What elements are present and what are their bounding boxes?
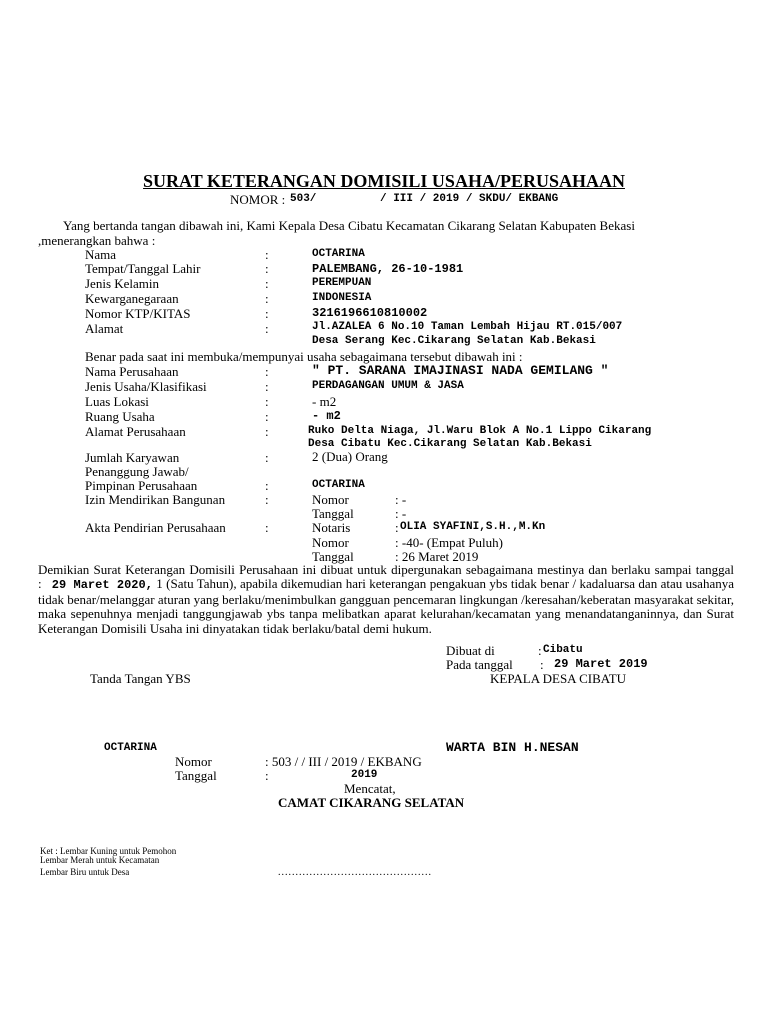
- izin-tanggal-label: Tanggal: [312, 506, 354, 521]
- intro-line1: Yang bertanda tangan dibawah ini, Kami Kepala Desa Cibatu Kecamatan Cikarang Selatan Kabupaten Bekasi: [63, 218, 635, 233]
- sign-left-title: Tanda Tangan YBS: [90, 671, 191, 686]
- business-alamat-label: Alamat Perusahaan: [85, 424, 186, 439]
- person-warga-label: Kewarganegaraan: [85, 291, 179, 306]
- colon: :: [265, 379, 269, 394]
- business-pj-label2: Pimpinan Perusahaan: [85, 478, 198, 493]
- person-alamat-line2: Desa Serang Kec.Cikarang Selatan Kab.Bekasi: [312, 335, 596, 347]
- business-jenis-value: PERDAGANGAN UMUM & JASA: [312, 380, 464, 392]
- colon: :: [265, 321, 269, 336]
- business-ruang-label: Ruang Usaha: [85, 409, 155, 424]
- business-ruang-value: - m2: [312, 409, 341, 423]
- izin-tanggal-value: : -: [395, 506, 407, 521]
- colon: :: [265, 364, 269, 379]
- business-karyawan-label: Jumlah Karyawan: [85, 450, 180, 465]
- business-izin-label: Izin Mendirikan Bangunan: [85, 492, 226, 507]
- person-ttl-value: PALEMBANG, 26-10-1981: [312, 262, 464, 276]
- akta-notaris-colon: :: [395, 520, 399, 535]
- business-alamat-line2: Desa Cibatu Kec.Cikarang Selatan Kab.Bekasi: [308, 438, 592, 450]
- akta-nomor-label: Nomor: [312, 535, 349, 550]
- business-akta-label: Akta Pendirian Perusahaan: [85, 520, 226, 535]
- sign-left-name: OCTARINA: [104, 742, 157, 754]
- intro-line2: ,menerangkan bahwa :: [38, 233, 156, 248]
- camat-tanggal-value: 2019: [351, 769, 378, 781]
- business-jenis-label: Jenis Usaha/Klasifikasi: [85, 379, 207, 394]
- pada-tanggal-value: 29 Maret 2019: [554, 657, 648, 671]
- ket-line1: Ket : Lembar Kuning untuk Pemohon: [40, 846, 177, 856]
- colon: :: [265, 450, 269, 465]
- akta-notaris-label: Notaris: [312, 520, 351, 535]
- sign-right-name: WARTA BIN H.NESAN: [446, 740, 579, 755]
- camat-title: CAMAT CIKARANG SELATAN: [278, 795, 465, 810]
- colon: :: [265, 306, 269, 321]
- akta-notaris-value: OLIA SYAFINI,S.H.,M.Kn: [400, 521, 546, 533]
- ket-line3: Lembar Biru untuk Desa: [40, 867, 130, 877]
- person-ttl-label: Tempat/Tanggal Lahir: [85, 261, 201, 276]
- colon: :: [265, 478, 269, 493]
- colon: :: [265, 247, 269, 262]
- ket-line2: Lembar Merah untuk Kecamatan: [40, 855, 160, 865]
- document-title: SURAT KETERANGAN DOMISILI USAHA/PERUSAHAAN: [143, 171, 625, 191]
- akta-tanggal-value: : 26 Maret 2019: [395, 549, 479, 564]
- person-nama-label: Nama: [85, 247, 117, 262]
- colon: :: [265, 520, 269, 535]
- person-ktp-value: 3216196610810002: [312, 306, 428, 320]
- pada-tanggal-label: Pada tanggal: [446, 657, 513, 672]
- colon: :: [265, 394, 269, 409]
- nomor-number: 503/: [290, 193, 317, 205]
- camat-tanggal-colon: :: [265, 768, 269, 783]
- dibuat-colon: :: [538, 643, 542, 658]
- colon: :: [265, 424, 269, 439]
- business-nama-value: " PT. SARANA IMAJINASI NADA GEMILANG ": [312, 363, 609, 378]
- business-luas-value: - m2: [312, 394, 337, 409]
- camat-nomor-label: Nomor: [175, 754, 212, 769]
- nomor-label: NOMOR :: [230, 192, 286, 207]
- business-karyawan-value: 2 (Dua) Orang: [312, 449, 388, 464]
- business-pj-value: OCTARINA: [312, 479, 365, 491]
- person-jk-label: Jenis Kelamin: [85, 276, 160, 291]
- akta-nomor-value: : -40- (Empat Puluh): [395, 535, 503, 550]
- camat-mencatat: Mencatat,: [344, 781, 396, 796]
- pada-tanggal-colon: :: [540, 657, 544, 672]
- akta-tanggal-label: Tanggal: [312, 549, 354, 564]
- closing-paragraph: [38, 563, 734, 636]
- colon: :: [265, 261, 269, 276]
- person-alamat-line1: Jl.AZALEA 6 No.10 Taman Lembah Hijau RT.015/007: [312, 321, 623, 333]
- person-nama-value: OCTARINA: [312, 248, 365, 260]
- colon: :: [265, 291, 269, 306]
- nomor-rest: / III / 2019 / SKDU/ EKBANG: [380, 193, 559, 205]
- business-pj-label1: Penanggung Jawab/: [85, 464, 189, 479]
- dibuat-label: Dibuat di: [446, 643, 495, 658]
- sign-right-title: KEPALA DESA CIBATU: [490, 671, 627, 686]
- dibuat-value: Cibatu: [543, 644, 583, 656]
- closing-text-1: Demikian Surat Keterangan Domisili Perusahaan ini dibuat untuk dipergunakan sebagaimana mestinya dan berlaku sampai tanggal :: [38, 562, 734, 592]
- izin-nomor-label: Nomor: [312, 492, 349, 507]
- ket-dots: ............................................: [278, 867, 432, 878]
- business-nama-label: Nama Perusahaan: [85, 364, 179, 379]
- business-alamat-line1: Ruko Delta Niaga, Jl.Waru Blok A No.1 Lippo Cikarang: [308, 425, 652, 437]
- colon: :: [265, 276, 269, 291]
- person-warga-value: INDONESIA: [312, 292, 372, 304]
- closing-date: 29 Maret 2020,: [51, 578, 153, 593]
- camat-nomor-value: : 503 / / III / 2019 / EKBANG: [265, 754, 422, 769]
- person-alamat-label: Alamat: [85, 321, 124, 336]
- business-intro: Benar pada saat ini membuka/mempunyai usaha sebagaimana tersebut dibawah ini :: [85, 349, 523, 364]
- person-ktp-label: Nomor KTP/KITAS: [85, 306, 191, 321]
- camat-tanggal-label: Tanggal: [175, 768, 217, 783]
- colon: :: [265, 409, 269, 424]
- izin-nomor-value: : -: [395, 492, 407, 507]
- person-jk-value: PEREMPUAN: [312, 277, 372, 289]
- colon: :: [265, 492, 269, 507]
- business-luas-label: Luas Lokasi: [85, 394, 149, 409]
- closing-text-2: 1 (Satu Tahun), apabila dikemudian hari keterangan pengakuan ybs tidak benar / kadaluarsa dan atau usahanya tidak benar/melanggar aturan yang berlaku/menimbulkan gangguan pencemaran lingkungan /keresahan/keberatan masyarakat sekitar, maka sepenuhnya menjadi tanggungjawab ybs tanpa melibatkan aparat kelurahan/kecamatan yang menandatanganinnya, dan Surat Keterangan Domisili Usaha ini dinyatakan tidak berlaku/batal demi hukum.: [38, 576, 734, 636]
